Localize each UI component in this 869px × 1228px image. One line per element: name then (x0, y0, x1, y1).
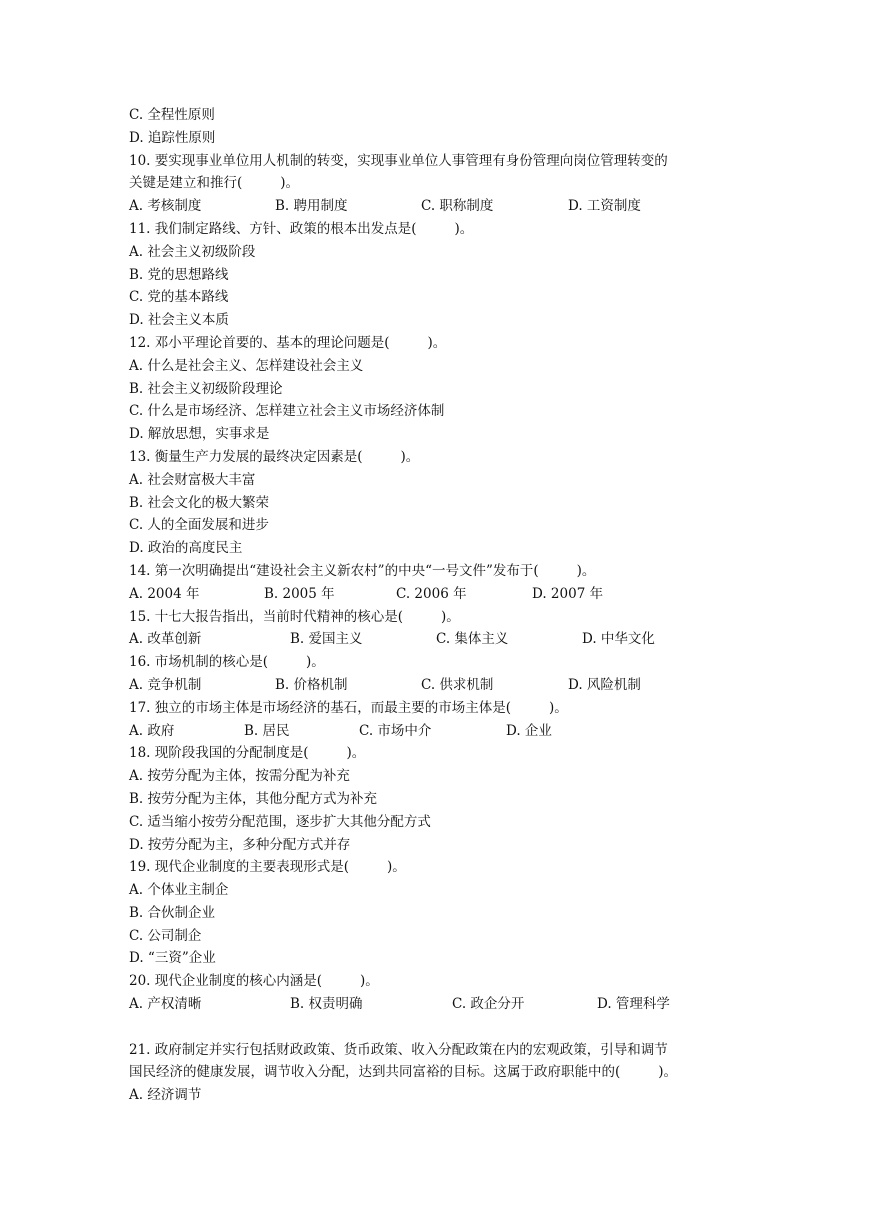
option: C. 政企分开 (452, 996, 525, 1013)
option: C. 市场中介 (359, 722, 432, 739)
option: C. 集体主义 (436, 631, 509, 648)
question-20-options (129, 993, 769, 1016)
option-line: A. 按劳分配为主体，按需分配为补充 (129, 768, 350, 785)
question-16: 16. 市场机制的核心是( )。 (129, 654, 325, 671)
option: B. 聘用制度 (275, 198, 348, 215)
option: D. 管理科学 (597, 996, 670, 1013)
option: D. 工资制度 (568, 198, 641, 215)
option-line: D. “三资”企业 (129, 950, 216, 967)
question-18: 18. 现阶段我国的分配制度是( )。 (129, 745, 366, 762)
question-17: 17. 独立的市场主体是市场经济的基石，而最主要的市场主体是( )。 (129, 699, 568, 716)
option-line: B. 社会文化的极大繁荣 (129, 494, 270, 511)
option-line: B. 合伙制企业 (129, 904, 216, 921)
document-page (129, 104, 769, 1107)
option-line: B. 党的思想路线 (129, 266, 229, 283)
option: A. 政府 (129, 722, 175, 739)
option-line: A. 社会财富极大丰富 (129, 471, 256, 488)
option-line: A. 什么是社会主义、怎样建设社会主义 (129, 357, 364, 374)
option: C. 2006 年 (396, 585, 467, 602)
option-line: A. 经济调节 (129, 1087, 202, 1104)
option: B. 价格机制 (275, 676, 348, 693)
question-17-options (129, 720, 769, 743)
option: B. 权责明确 (290, 996, 363, 1013)
question-13: 13. 衡量生产力发展的最终决定因素是( )。 (129, 448, 420, 465)
option: A. 考核制度 (129, 198, 202, 215)
option-line: C. 什么是市场经济、怎样建立社会主义市场经济体制 (129, 403, 445, 420)
option-line: D. 追踪性原则 (129, 129, 216, 146)
question-21-line2: 国民经济的健康发展，调节收入分配，达到共同富裕的目标。这属于政府职能中的( )。 (129, 1064, 678, 1081)
option: D. 企业 (506, 722, 552, 739)
option-line: D. 按劳分配为主，多种分配方式并存 (129, 836, 351, 853)
option: A. 改革创新 (129, 631, 202, 648)
option: A. 竞争机制 (129, 676, 202, 693)
option-line: C. 公司制企 (129, 927, 202, 944)
question-16-options (129, 674, 769, 697)
option-line: D. 社会主义本质 (129, 312, 229, 329)
option-line: B. 按劳分配为主体，其他分配方式为补充 (129, 790, 378, 807)
blank-line (129, 1016, 769, 1039)
question-14: 14. 第一次明确提出“建设社会主义新农村”的中央“一号文件”发布于( )。 (129, 562, 596, 579)
option-line: A. 社会主义初级阶段 (129, 243, 256, 260)
question-20: 20. 现代企业制度的核心内涵是( )。 (129, 973, 379, 990)
option-line: C. 党的基本路线 (129, 289, 229, 306)
option: A. 产权清晰 (129, 996, 202, 1013)
question-21-line1: 21. 政府制定并实行包括财政政策、货币政策、收入分配政策在内的宏观政策，引导和调节 (129, 1041, 668, 1058)
question-15-options (129, 628, 769, 651)
question-12: 12. 邓小平理论首要的、基本的理论问题是( )。 (129, 334, 447, 351)
option: B. 爱国主义 (290, 631, 363, 648)
option-line: A. 个体业主制企 (129, 882, 229, 899)
option-line: C. 人的全面发展和进步 (129, 517, 269, 534)
option-line: C. 适当缩小按劳分配范围，逐步扩大其他分配方式 (129, 813, 431, 830)
option: D. 风险机制 (568, 676, 641, 693)
option: B. 居民 (244, 722, 290, 739)
option: D. 2007 年 (532, 585, 604, 602)
option-line: B. 社会主义初级阶段理论 (129, 380, 283, 397)
option-line: D. 解放思想，实事求是 (129, 426, 270, 443)
question-15: 15. 十七大报告指出，当前时代精神的核心是( )。 (129, 608, 460, 625)
question-11: 11. 我们制定路线、方针、政策的根本出发点是( )。 (129, 220, 474, 237)
option: B. 2005 年 (264, 585, 335, 602)
option: C. 职称制度 (421, 198, 494, 215)
question-10-line1: 10. 要实现事业单位用人机制的转变，实现事业单位人事管理有身份管理向岗位管理转变的 (129, 152, 668, 169)
question-10-options (129, 195, 769, 218)
question-10-line2: 关键是建立和推行( )。 (129, 175, 300, 192)
question-19: 19. 现代企业制度的主要表现形式是( )。 (129, 859, 406, 876)
question-14-options (129, 583, 769, 606)
option: A. 2004 年 (129, 585, 200, 602)
option-line: D. 政治的高度民主 (129, 540, 243, 557)
option-line: C. 全程性原则 (129, 107, 215, 123)
option: D. 中华文化 (582, 631, 655, 648)
option: C. 供求机制 (421, 676, 494, 693)
